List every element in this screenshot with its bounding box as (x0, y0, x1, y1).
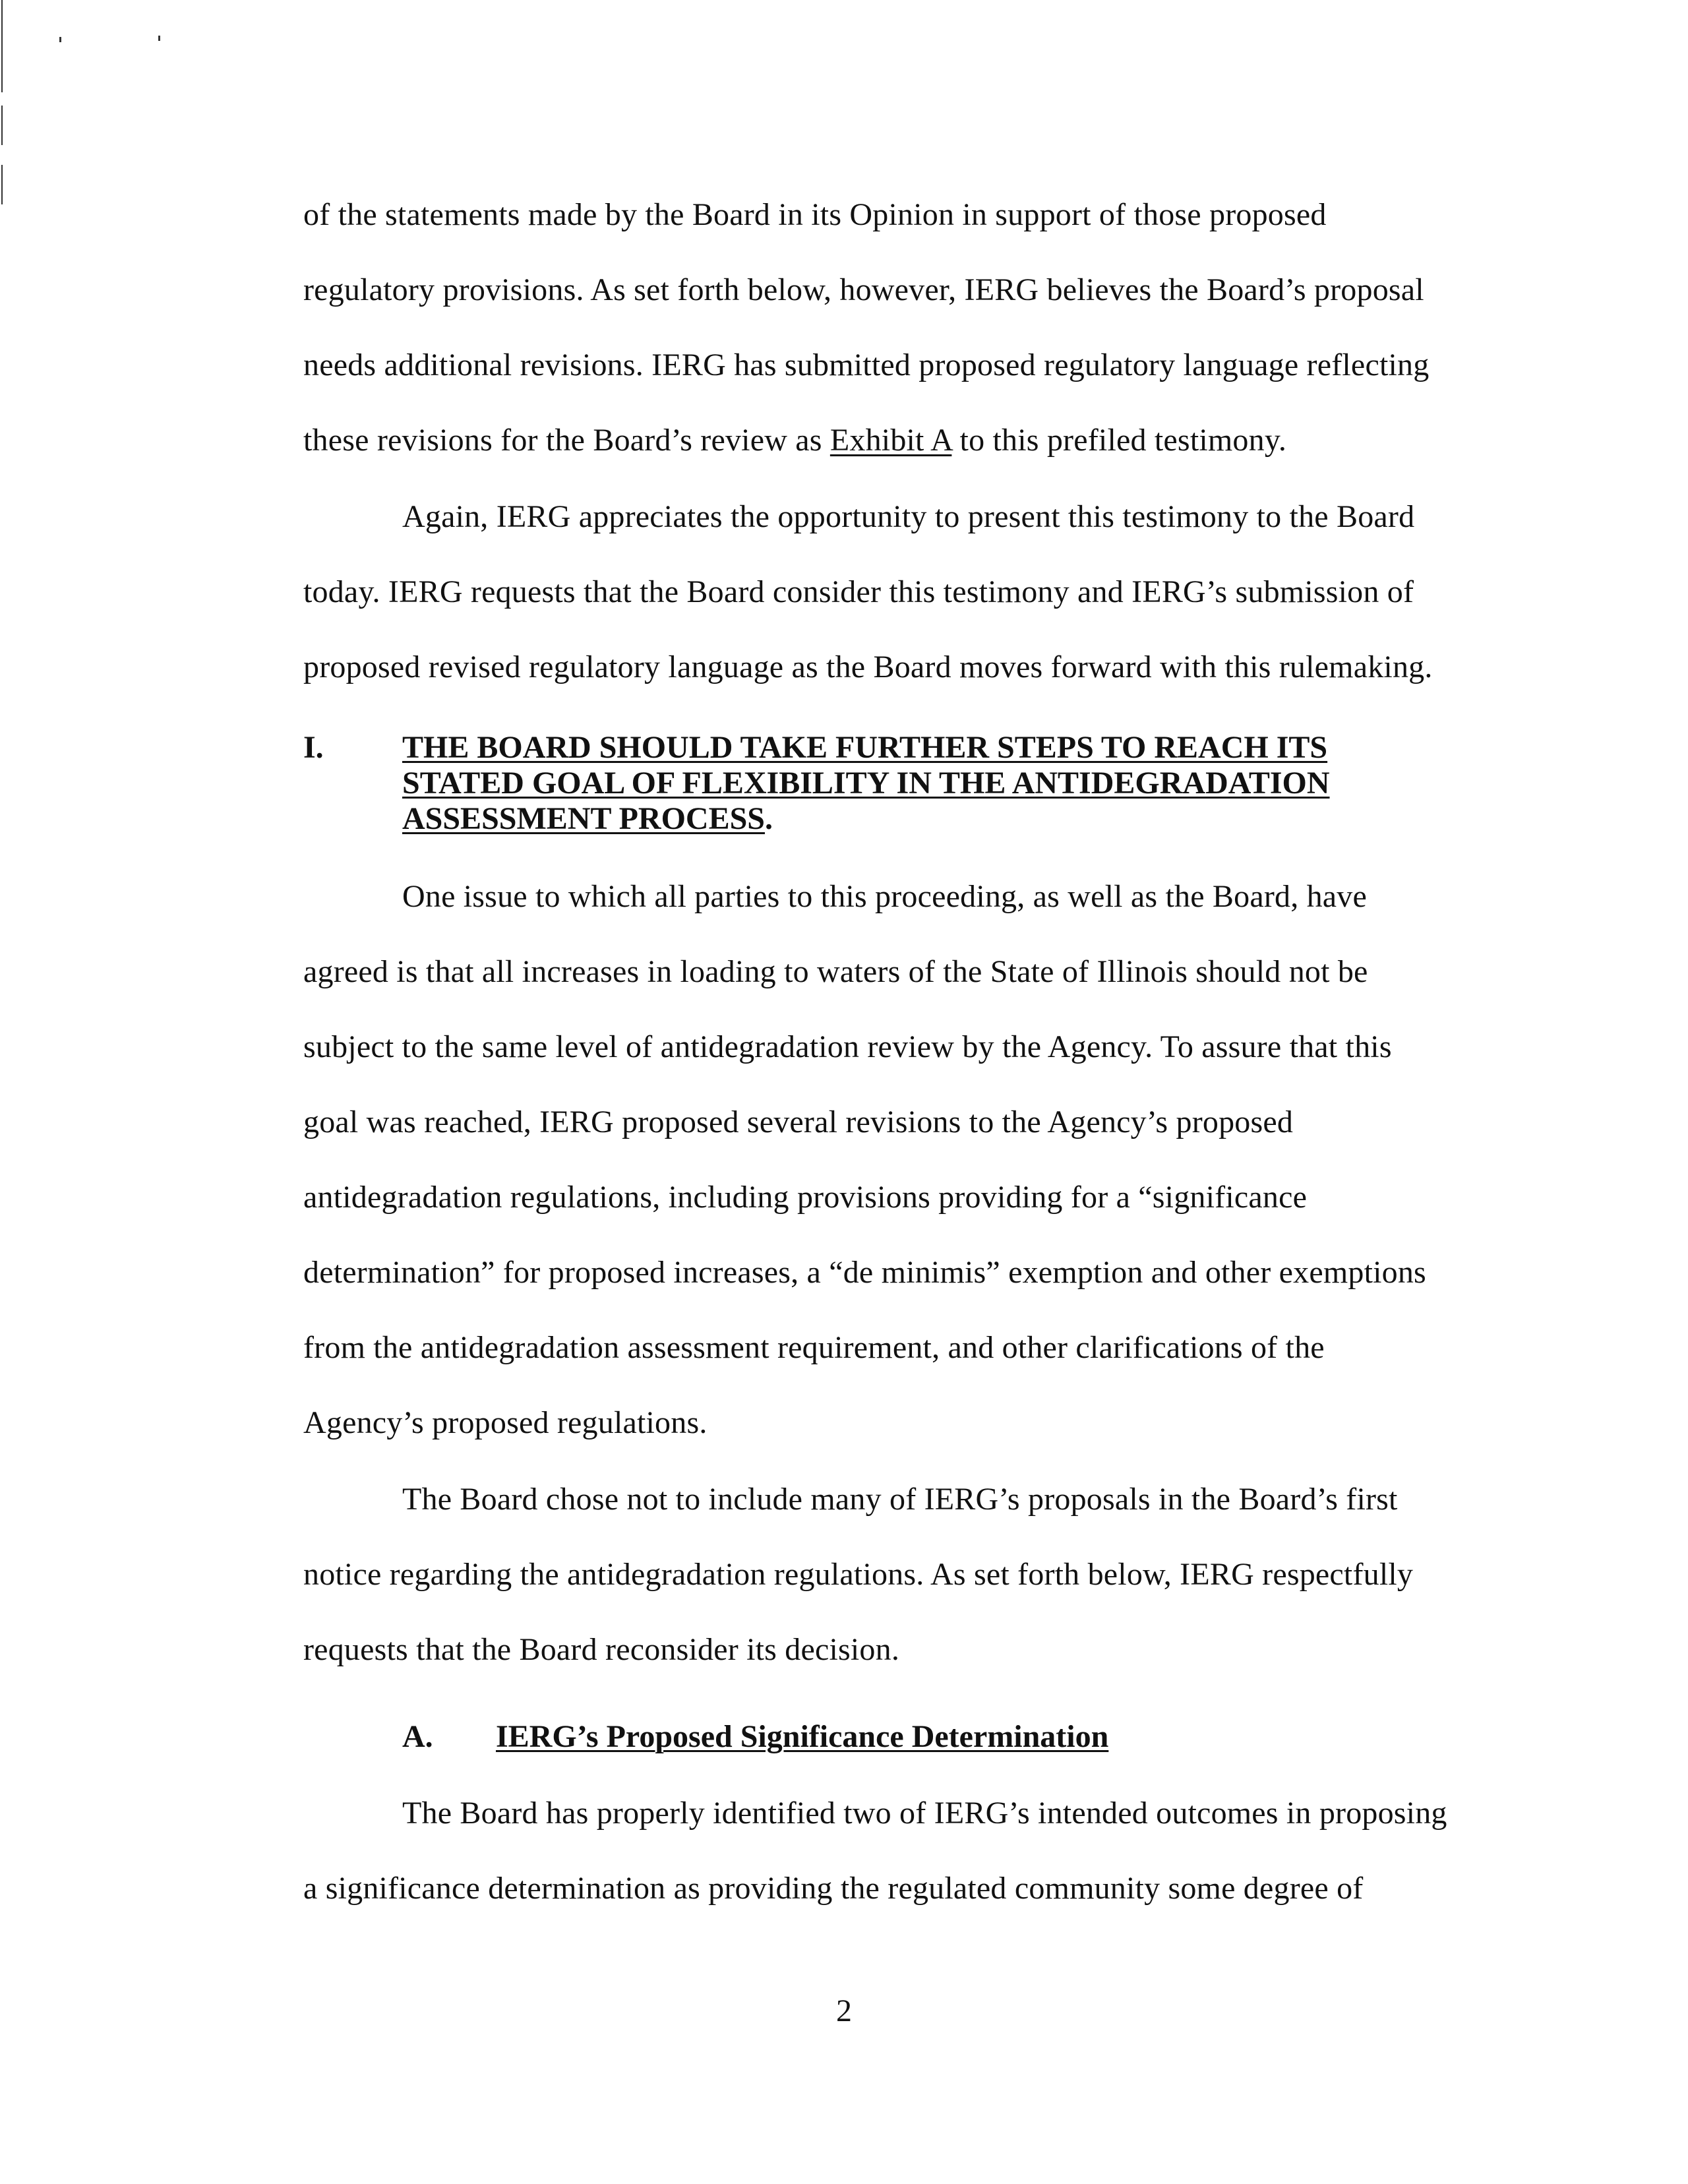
section-a-title (496, 1720, 1108, 1754)
section-i-title-line-2 (402, 766, 1330, 801)
para1-line-4 (303, 421, 1286, 460)
para4-line-2: notice regarding the antidegradation regulations. As set forth below, IERG respectfully (303, 1557, 1414, 1592)
para5-line-2: a significance determination as providing the regulated community some degree of (303, 1871, 1364, 1906)
para2-line-2: today. IERG requests that the Board consider this testimony and IERG’s submission of (303, 574, 1414, 609)
para1-line-4-start: these revisions for the Board’s review as (303, 423, 830, 458)
para3-line-7: from the antidegradation assessment requirement, and other clarifications of the (303, 1330, 1325, 1365)
para3-line-3: subject to the same level of antidegradation review by the Agency. To assure that this (303, 1029, 1392, 1064)
para3-line-2: agreed is that all increases in loading to waters of the State of Illinois should not be (303, 954, 1368, 989)
section-a-number: A. (402, 1719, 433, 1754)
para3-line-5: antidegradation regulations, including provisions providing for a “significance (303, 1180, 1308, 1215)
para3-line-4: goal was reached, IERG proposed several revisions to the Agency’s proposed (303, 1105, 1294, 1139)
scan-edge-mark (1, 0, 3, 92)
section-i-title-text-1: THE BOARD SHOULD TAKE FURTHER STEPS TO REACH ITS (402, 730, 1328, 765)
section-i-title-line-1 (402, 731, 1327, 765)
para4-line-1: The Board chose not to include many of IERG’s proposals in the Board’s first (402, 1482, 1398, 1517)
para1-line-2: regulatory provisions. As set forth below, however, IERG believes the Board’s proposal (303, 272, 1424, 307)
section-i-number: I. (303, 730, 324, 765)
scan-speck (158, 36, 160, 41)
section-i-title-text-2: STATED GOAL OF FLEXIBILITY IN THE ANTIDEGRADATION (402, 766, 1330, 801)
page-number: 2 (836, 1993, 852, 2028)
section-i-title-period: . (764, 801, 773, 836)
para1-line-3: needs additional revisions. IERG has submitted proposed regulatory language reflecting (303, 348, 1430, 382)
section-a-title-text: IERG’s Proposed Significance Determination (496, 1719, 1109, 1754)
para1-line-4-end: to this prefiled testimony. (951, 423, 1287, 458)
para5-line-1: The Board has properly identified two of IERG’s intended outcomes in proposing (402, 1796, 1447, 1831)
para4-line-3: requests that the Board reconsider its decision. (303, 1632, 900, 1667)
para1-line-1: of the statements made by the Board in its Opinion in support of those proposed (303, 197, 1327, 232)
section-i-title-line-3 (402, 802, 773, 836)
scan-edge-mark (1, 165, 3, 204)
para2-line-1: Again, IERG appreciates the opportunity to present this testimony to the Board (402, 499, 1415, 534)
para3-line-8: Agency’s proposed regulations. (303, 1405, 708, 1440)
para3-line-1: One issue to which all parties to this proceeding, as well as the Board, have (402, 879, 1368, 914)
section-i-title-text-3: ASSESSMENT PROCESS (402, 801, 765, 836)
para3-line-6: determination” for proposed increases, a “de minimis” exemption and other exemptions (303, 1255, 1426, 1290)
para2-line-3: proposed revised regulatory language as the Board moves forward with this rulemaking. (303, 650, 1433, 684)
scan-edge-mark (1, 106, 3, 145)
exhibit-a-reference: Exhibit A (829, 423, 952, 458)
scan-speck (59, 37, 61, 42)
